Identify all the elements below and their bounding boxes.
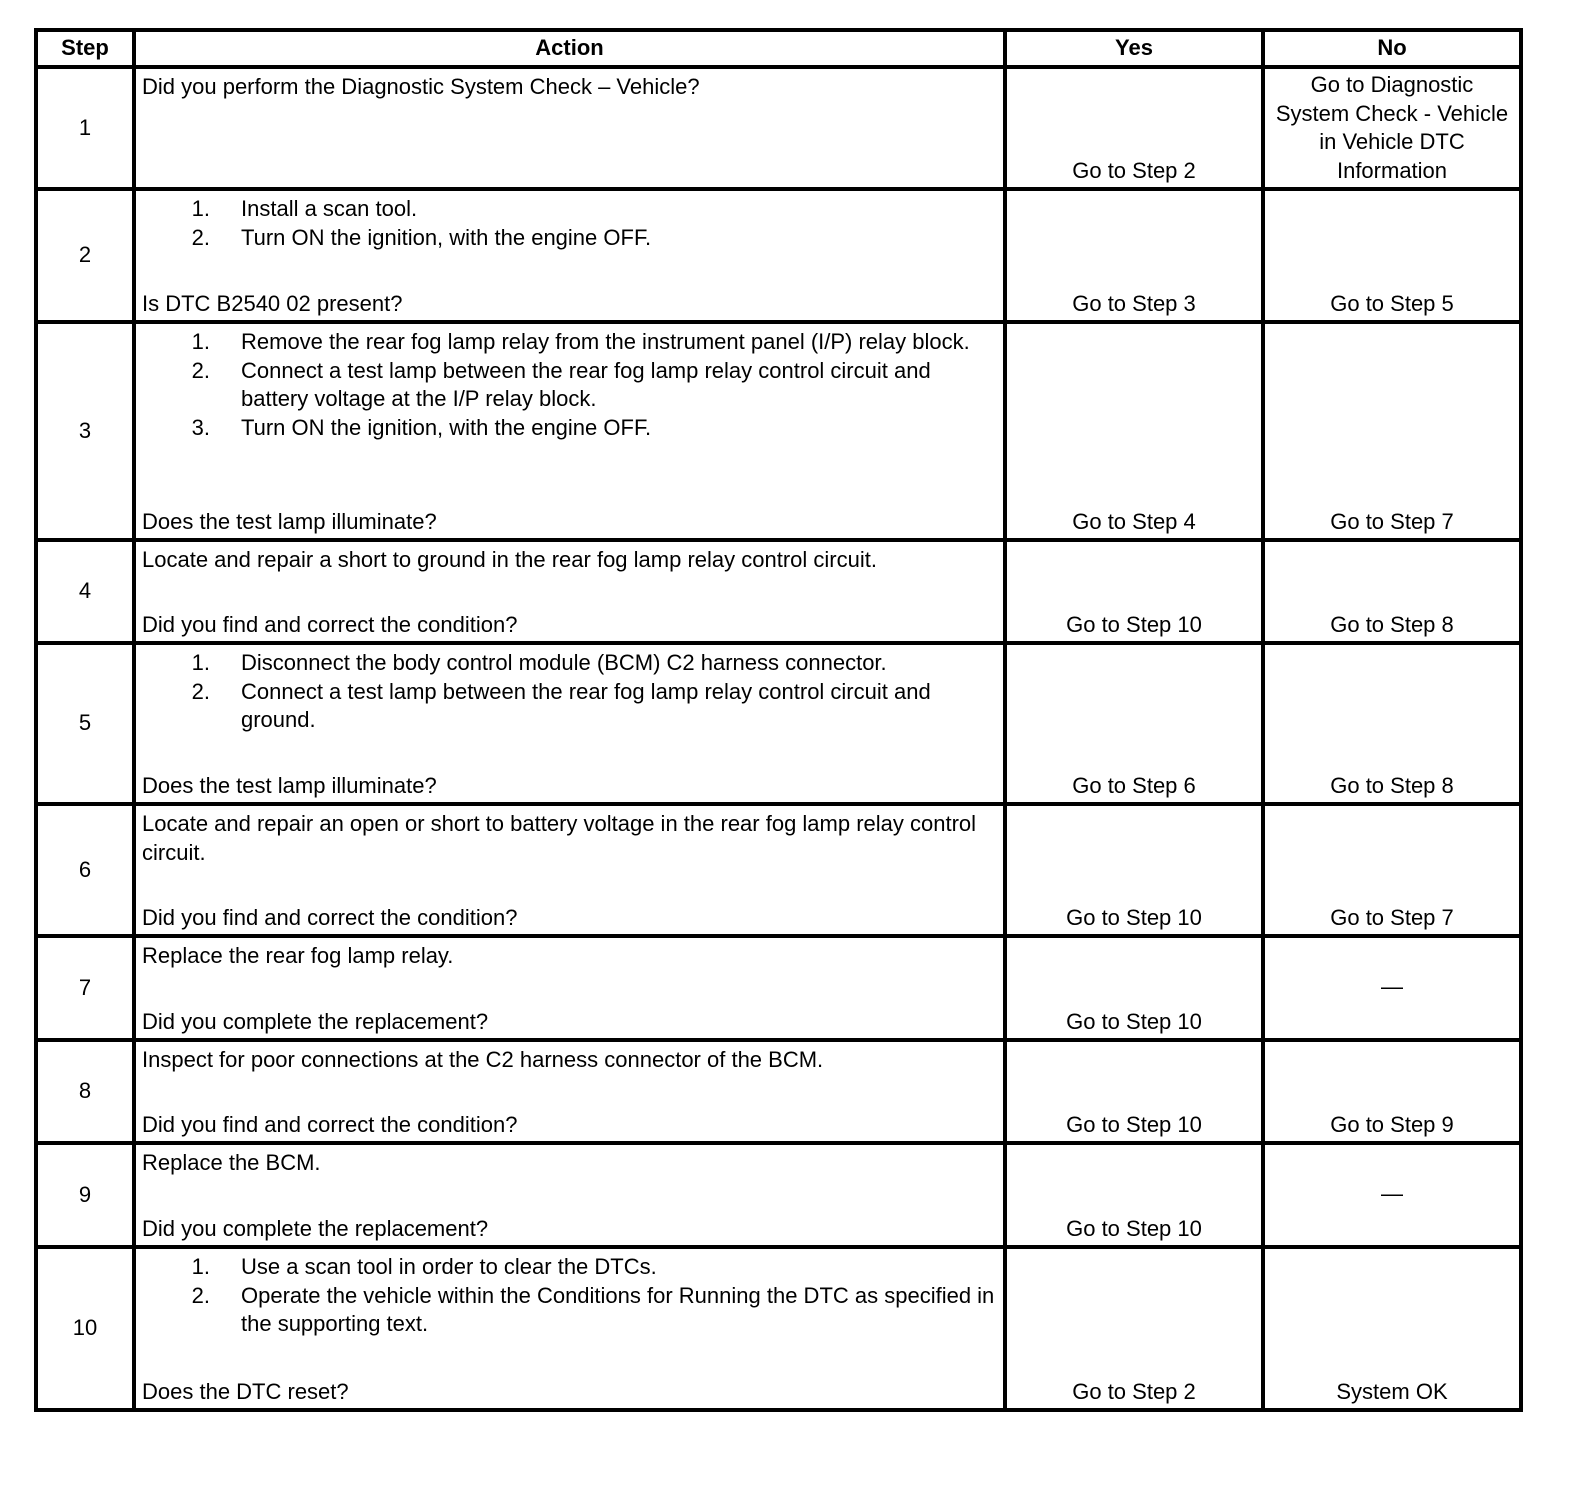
list-number: 2. <box>191 678 210 704</box>
action-content <box>142 1253 997 1406</box>
list-item <box>142 649 997 678</box>
action-cell <box>134 936 1005 1040</box>
yes-result: Go to Step 10 <box>1005 540 1263 643</box>
list-number: 2. <box>191 1282 210 1308</box>
list-item-text: Connect a test lamp between the rear fog lamp relay control circuit and battery voltage at the I/P relay block. <box>241 357 931 411</box>
action-question: Does the DTC reset? <box>142 1378 349 1404</box>
list-number: 2. <box>191 224 210 250</box>
list-item <box>142 1282 997 1339</box>
action-content <box>142 649 997 800</box>
action-instructions <box>142 1046 997 1075</box>
no-result: Go to Step 7 <box>1263 804 1521 936</box>
action-question: Did you find and correct the condition? <box>142 1111 518 1137</box>
list-item <box>142 357 997 414</box>
action-text: Replace the BCM. <box>142 1150 321 1175</box>
no-result: Go to Diagnostic System Check - Vehicle in Vehicle DTC Information <box>1263 67 1521 189</box>
action-content <box>142 73 997 185</box>
action-cell <box>134 1040 1005 1143</box>
header-action: Action <box>134 30 1005 67</box>
action-cell <box>134 67 1005 189</box>
table-row <box>36 189 1521 322</box>
action-instructions <box>142 810 997 867</box>
list-number: 1. <box>191 1254 210 1279</box>
step-number: 1 <box>36 67 134 189</box>
table-row <box>36 804 1521 936</box>
action-instructions <box>142 328 997 442</box>
action-content <box>142 810 997 932</box>
list-number: 3. <box>191 414 210 440</box>
yes-result: Go to Step 6 <box>1005 643 1263 804</box>
action-instructions <box>142 1253 997 1339</box>
yes-result: Go to Step 2 <box>1005 67 1263 189</box>
action-question: Did you complete the replacement? <box>142 1215 489 1241</box>
list-item-text: Remove the rear fog lamp relay from the instrument panel (I/P) relay block. <box>241 329 970 354</box>
list-item-text: Connect a test lamp between the rear fog lamp relay control circuit and ground. <box>241 678 931 732</box>
step-number: 4 <box>36 540 134 643</box>
action-question: Does the test lamp illuminate? <box>142 508 437 534</box>
action-cell <box>134 540 1005 643</box>
step-number: 5 <box>36 643 134 804</box>
action-question: Did you find and correct the condition? <box>142 904 518 930</box>
action-content <box>142 328 997 536</box>
list-number: 2. <box>191 357 210 383</box>
action-cell <box>134 189 1005 322</box>
no-result: — <box>1263 1143 1521 1247</box>
action-instructions <box>142 546 997 575</box>
action-instructions <box>142 73 997 102</box>
yes-result: Go to Step 10 <box>1005 1143 1263 1247</box>
action-instructions <box>142 195 997 252</box>
table-row <box>36 540 1521 643</box>
yes-result: Go to Step 3 <box>1005 189 1263 322</box>
list-item-text: Turn ON the ignition, with the engine OFF. <box>241 224 652 250</box>
action-instructions <box>142 1149 997 1178</box>
step-number: 3 <box>36 322 134 540</box>
list-item <box>142 414 997 443</box>
table-row <box>36 643 1521 804</box>
step-number: 6 <box>36 804 134 936</box>
list-item <box>142 224 997 253</box>
list-item-text: Install a scan tool. <box>241 196 418 221</box>
action-cell <box>134 804 1005 936</box>
yes-result: Go to Step 10 <box>1005 936 1263 1040</box>
no-result: Go to Step 5 <box>1263 189 1521 322</box>
action-cell <box>134 643 1005 804</box>
action-text: Replace the rear fog lamp relay. <box>142 943 454 968</box>
list-item-text: Turn ON the ignition, with the engine OFF. <box>241 414 652 440</box>
action-question: Did you complete the replacement? <box>142 1008 489 1034</box>
action-instructions <box>142 942 997 971</box>
table-row <box>36 322 1521 540</box>
list-item <box>142 195 997 224</box>
yes-result: Go to Step 10 <box>1005 804 1263 936</box>
action-content <box>142 942 997 1036</box>
action-cell <box>134 322 1005 540</box>
header-step: Step <box>36 30 134 67</box>
list-item <box>142 1253 997 1282</box>
diagnostic-table <box>34 28 1523 1412</box>
step-number: 2 <box>36 189 134 322</box>
list-number: 1. <box>191 650 210 675</box>
action-text: Inspect for poor connections at the C2 harness connector of the BCM. <box>142 1047 824 1072</box>
yes-result: Go to Step 4 <box>1005 322 1263 540</box>
no-result: Go to Step 8 <box>1263 643 1521 804</box>
table-row <box>36 67 1521 189</box>
table-row <box>36 1247 1521 1410</box>
header-no: No <box>1263 30 1521 67</box>
action-text: Locate and repair an open or short to battery voltage in the rear fog lamp relay control circuit. <box>142 811 977 865</box>
no-result: System OK <box>1263 1247 1521 1410</box>
action-instructions <box>142 649 997 735</box>
step-number: 8 <box>36 1040 134 1143</box>
yes-result: Go to Step 2 <box>1005 1247 1263 1410</box>
step-number: 10 <box>36 1247 134 1410</box>
step-number: 7 <box>36 936 134 1040</box>
action-content <box>142 1149 997 1243</box>
list-item-text: Disconnect the body control module (BCM) C2 harness connector. <box>241 650 887 675</box>
list-number: 1. <box>191 329 210 354</box>
action-steps-list <box>142 195 997 252</box>
table-row <box>36 936 1521 1040</box>
list-item <box>142 328 997 357</box>
table-row <box>36 1143 1521 1247</box>
action-question: Did you find and correct the condition? <box>142 611 518 637</box>
action-cell <box>134 1143 1005 1247</box>
header-yes: Yes <box>1005 30 1263 67</box>
action-content <box>142 546 997 639</box>
header-row <box>36 30 1521 67</box>
action-steps-list <box>142 328 997 442</box>
yes-result: Go to Step 10 <box>1005 1040 1263 1143</box>
action-question: Does the test lamp illuminate? <box>142 772 437 798</box>
step-number: 9 <box>36 1143 134 1247</box>
action-steps-list <box>142 649 997 735</box>
action-text: Locate and repair a short to ground in the rear fog lamp relay control circuit. <box>142 547 877 572</box>
list-number: 1. <box>191 196 210 221</box>
action-question: Is DTC B2540 02 present? <box>142 290 403 316</box>
list-item-text: Use a scan tool in order to clear the DTCs. <box>241 1254 657 1279</box>
action-steps-list <box>142 1253 997 1339</box>
no-result: Go to Step 9 <box>1263 1040 1521 1143</box>
list-item <box>142 678 997 735</box>
action-content <box>142 1046 997 1139</box>
list-item-text: Operate the vehicle within the Conditions for Running the DTC as specified in the supporting text. <box>241 1282 995 1336</box>
action-cell <box>134 1247 1005 1410</box>
table-row <box>36 1040 1521 1143</box>
no-result: — <box>1263 936 1521 1040</box>
action-content <box>142 195 997 318</box>
no-result: Go to Step 8 <box>1263 540 1521 643</box>
action-text: Did you perform the Diagnostic System Check – Vehicle? <box>142 74 700 99</box>
no-result: Go to Step 7 <box>1263 322 1521 540</box>
